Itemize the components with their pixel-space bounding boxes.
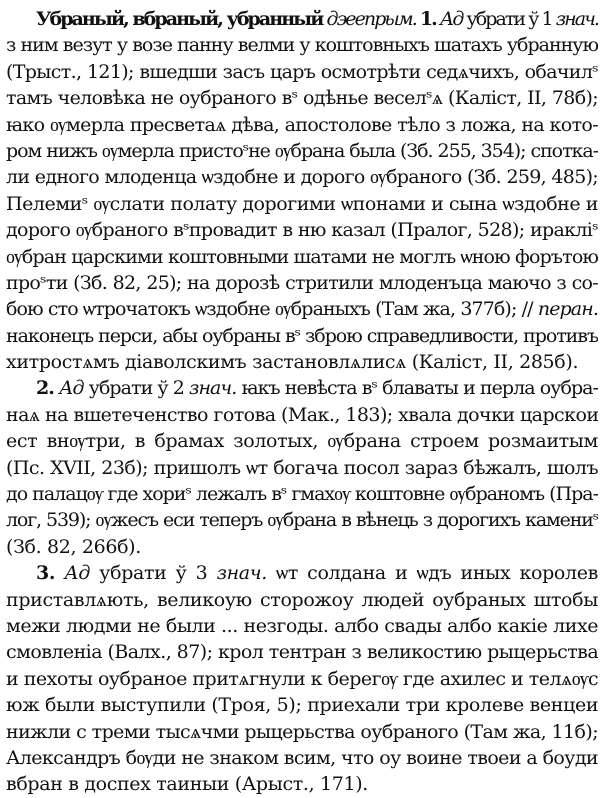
text-run: ѡт солдана и ѡдъ иных королев	[266, 562, 598, 585]
text-line	[6, 613, 598, 639]
text-line	[6, 32, 598, 58]
text-run: (Пс. XVII, 23б); пришолъ ѡт богача посол зараз бѣжалъ, шолъ	[6, 456, 598, 479]
text-line	[6, 6, 598, 32]
text-run: проˢти (Зб. 82, 25); на дорозѣ стритили млоденъца маючо з со-	[6, 271, 598, 294]
text-line	[6, 507, 598, 533]
text-run: юж были выступили (Троя, 5); приехали три кролеве венцеи	[6, 694, 598, 717]
text-run: наѧ на вшетеченство готова (Мак., 183); хвала дочки царскои	[6, 403, 598, 426]
italic-text: Ад	[439, 8, 463, 30]
text-run: убрати ў 2	[83, 377, 190, 400]
text-line	[6, 771, 598, 797]
italic-text: дэеепрым.	[326, 8, 416, 30]
text-run: ѹбран царскими коштовными шатами не моглъ ѡною форътою	[6, 245, 598, 268]
text-run: нижли с треми тысѧчми рыцерьства оубраного (Там жа, 11б);	[6, 720, 598, 743]
text-run: ест внѹтри, в брамах золотых, ѹбрана строем розмаитым	[6, 430, 598, 453]
text-line	[6, 375, 598, 401]
italic-text: знач.	[189, 377, 237, 400]
text-run: Пелемиˢ ѹслати полату дорогими ѡпонами и сына ѡздобне и	[6, 192, 598, 215]
text-run	[55, 562, 64, 584]
text-line	[6, 402, 598, 428]
italic-text: знач.	[555, 8, 598, 30]
text-run: приставлѧють, великоую сторожоу людей оубраных штобы	[6, 588, 598, 611]
text-run: и пехоты оубраное притѧгнули к берегѹ где ахилес и телѧѹс	[6, 667, 598, 690]
text-run: наконецъ перси, абы оубраны вˢ зброю справедливости, противъ	[6, 324, 598, 347]
text-line	[6, 191, 598, 217]
text-run: убрати ў 1	[462, 8, 556, 30]
text-line	[6, 270, 598, 296]
text-run: ꙗко ѹмерла пресветаѧ дѣва, апостолове тѣло з ложа, на кото-	[6, 113, 598, 136]
text-line	[6, 323, 598, 349]
text-run: до палацѹ где хориˢ лежалъ вˢ гмахѹ коштовне ѹбраномъ (Пра-	[6, 483, 598, 506]
text-line	[6, 639, 598, 665]
text-run: ли едного млоденца ѡздобне и дорого ѹбраного (Зб. 259, 485);	[6, 166, 598, 189]
bold-text: Убраный, вбраный, убранный	[36, 8, 323, 30]
text-line	[6, 349, 598, 375]
italic-text: перан.	[537, 298, 598, 321]
text-run: вбран в доспех таиныи (Арыст., 171).	[6, 773, 368, 796]
italic-text: Ад	[64, 562, 91, 585]
text-line	[6, 692, 598, 718]
bold-text: 2.	[36, 377, 54, 400]
text-line	[6, 112, 598, 138]
text-run: дорого ѹбраного вˢпровадит в ню казал (Пралог, 528); иракліˢ	[6, 219, 598, 242]
bold-text: 1.	[419, 8, 436, 30]
italic-text: Ад	[59, 377, 84, 400]
text-run: ꙗкъ невѣста вˢ блаваты и перла оубра-	[236, 377, 598, 400]
text-run: тамъ человѣка не оубраного вˢ одѣнье веселˢѧ (Каліст, II, 78б);	[6, 87, 598, 110]
italic-text: знач.	[216, 562, 267, 585]
text-line	[6, 244, 598, 270]
text-line	[6, 745, 598, 771]
text-run: бою сто ѡтрочатокъ ѡздобне ѹбраныхъ (Там жа, 377б); //	[6, 298, 538, 321]
text-line	[6, 534, 598, 560]
text-line	[6, 560, 598, 586]
text-line	[6, 217, 598, 243]
text-run: (Трыст., 121); вшедши засъ царъ осмотрѣти седѧчихъ, обачилˢ	[6, 60, 598, 83]
text-line	[6, 85, 598, 111]
text-line	[6, 587, 598, 613]
text-run: убрати ў 3	[90, 562, 217, 585]
text-line	[6, 138, 598, 164]
text-line	[6, 428, 598, 454]
text-run: хитростѧмъ діаволскимъ застановлѧлисѧ (Каліст, II, 285б).	[6, 351, 579, 374]
text-run: (Зб. 82, 266б).	[6, 535, 141, 558]
text-run: лог, 539); ѹжесъ еси теперъ ѹбрана в вѣнець з дорогихъ камениˢ	[6, 509, 598, 532]
text-line	[6, 59, 598, 85]
text-line	[6, 666, 598, 692]
bold-text: 3.	[36, 562, 56, 585]
text-run: Александръ бѹди не знаком всим, что оу воине твоеи а боуди	[6, 746, 598, 769]
text-run: смовленіа (Валх., 87); крол тентран з великостию рыцерьства	[6, 641, 598, 664]
text-line	[6, 481, 598, 507]
text-line	[6, 296, 598, 322]
text-line	[6, 719, 598, 745]
text-line	[6, 164, 598, 190]
dictionary-entry	[6, 6, 598, 798]
text-run: ром нижъ ѹмерла пристоˢне ѹбрана была (Зб. 255, 354); спотка-	[6, 139, 598, 162]
text-line	[6, 455, 598, 481]
text-run: з ним везут у возе панну велми у коштовныхъ шатахъ убранную	[6, 34, 598, 57]
text-run: межи людми не были ... незгоды. албо свады албо какіе лихе	[6, 614, 598, 637]
